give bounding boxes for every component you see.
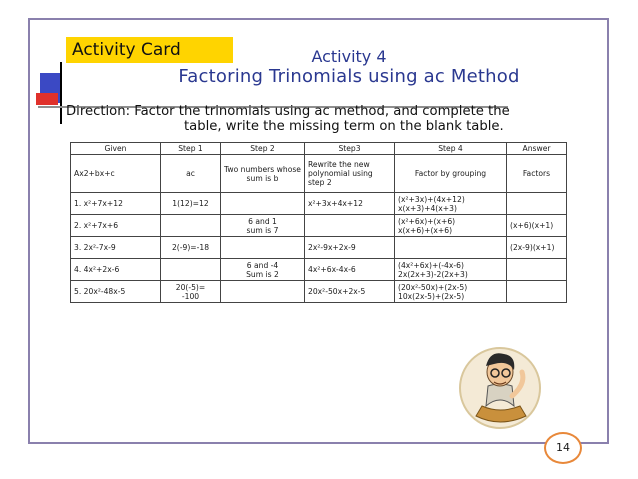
table-cell: 3. 2x²-7x-9	[71, 237, 161, 259]
table-cell: Rewrite the new polynomial using step 2	[305, 155, 395, 193]
table-cell	[161, 259, 221, 281]
table-cell	[305, 215, 395, 237]
table-cell	[395, 237, 507, 259]
cell-line: Sum is 2	[246, 269, 279, 279]
table-cell: 2. x²+7x+6	[71, 215, 161, 237]
table-cell: 2x²-9x+2x-9	[305, 237, 395, 259]
decorative-red-square	[36, 93, 58, 105]
cell-line: 2x(2x+3)-2(2x+3)	[398, 269, 468, 279]
table-cell: 1(12)=12	[161, 193, 221, 215]
table-cell	[395, 259, 507, 281]
table-cell	[161, 281, 221, 303]
cell-line: 10x(2x-5)+(2x-5)	[398, 291, 465, 301]
cell-line: x(x+6)+(x+6)	[398, 225, 453, 235]
cell-line: (x²+6x)+(x+6)	[398, 216, 456, 226]
table-cell	[221, 193, 305, 215]
column-header: Step 1	[161, 143, 221, 155]
table-row	[71, 281, 567, 303]
table-cell: Ax2+bx+c	[71, 155, 161, 193]
table-cell: (x+6)(x+1)	[507, 215, 567, 237]
table-cell: 4. 4x²+2x-6	[71, 259, 161, 281]
table-cell: Factors	[507, 155, 567, 193]
table-row	[71, 237, 567, 259]
table-cell: Two numbers whose sum is b	[221, 155, 305, 193]
column-header: Step 4	[395, 143, 507, 155]
direction-line-1: Direction: Factor the trinomials using ac method, and complete the	[66, 104, 510, 119]
table-row	[71, 193, 567, 215]
table-cell	[507, 193, 567, 215]
cell-line: -100	[181, 291, 200, 301]
table-cell: ac	[161, 155, 221, 193]
table-cell	[507, 259, 567, 281]
table-row	[71, 259, 567, 281]
direction-text	[66, 104, 576, 134]
table-cell: 20x²-50x+2x-5	[305, 281, 395, 303]
table-cell: 4x²+6x-4x-6	[305, 259, 395, 281]
table-cell	[221, 281, 305, 303]
table-cell: x²+3x+4x+12	[305, 193, 395, 215]
table-header-row	[71, 143, 567, 155]
cell-line: x(x+3)+4(x+3)	[398, 203, 457, 213]
cell-line: 20(-5)=	[175, 282, 206, 292]
cell-line: 6 and -4	[246, 260, 279, 270]
activity-card-label: Activity Card	[66, 37, 233, 63]
activity-number: Activity 4	[311, 47, 387, 66]
table-row	[71, 215, 567, 237]
table-cell	[395, 281, 507, 303]
column-header: Step3	[305, 143, 395, 155]
table-cell	[221, 215, 305, 237]
factoring-table	[70, 142, 567, 303]
cell-line: (x²+3x)+(4x+12)	[398, 194, 465, 204]
table-cell: Factor by grouping	[395, 155, 507, 193]
cell-line: 6 and 1	[248, 216, 277, 226]
table-subheader-row	[71, 155, 567, 193]
table-cell	[161, 215, 221, 237]
table-cell	[221, 237, 305, 259]
cell-line: sum is 7	[246, 225, 279, 235]
activity-title: Factoring Trinomials using ac Method	[178, 66, 520, 87]
table-cell	[395, 193, 507, 215]
direction-line-2: table, write the missing term on the blank table.	[184, 119, 504, 134]
column-header: Answer	[507, 143, 567, 155]
table-cell: 1. x²+7x+12	[71, 193, 161, 215]
table-cell: (2x-9)(x+1)	[507, 237, 567, 259]
cell-line: (20x²-50x)+(2x-5)	[398, 282, 468, 292]
cell-line: (4x²+6x)+(-4x-6)	[398, 260, 464, 270]
column-header: Given	[71, 143, 161, 155]
page-number-badge: 14	[544, 432, 582, 464]
table-cell	[395, 215, 507, 237]
column-header: Step 2	[221, 143, 305, 155]
table-cell	[221, 259, 305, 281]
teacher-reading-illustration	[446, 336, 554, 430]
table-cell: 5. 20x²-48x-5	[71, 281, 161, 303]
table-cell	[507, 281, 567, 303]
table-cell: 2(-9)=-18	[161, 237, 221, 259]
